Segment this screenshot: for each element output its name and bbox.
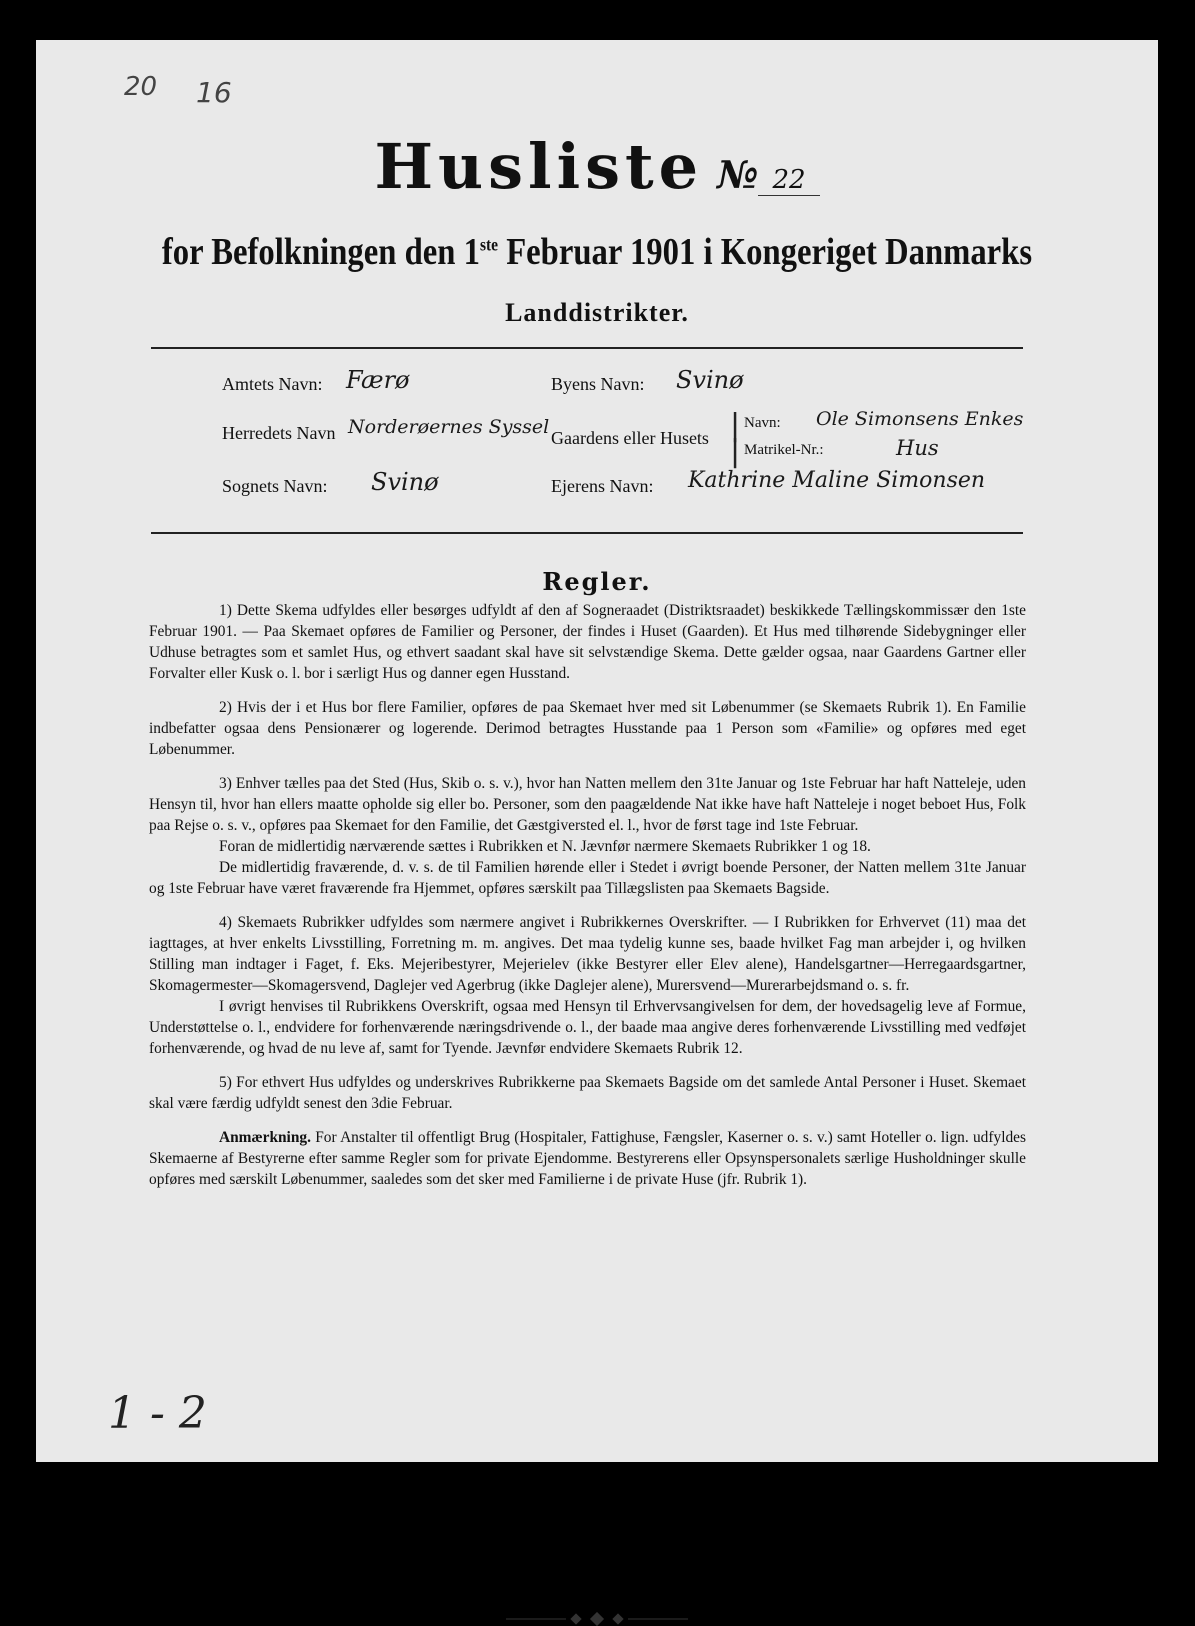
form-subtitle: [115, 230, 1080, 274]
sogn-value: Svinø: [371, 468, 439, 496]
note-text: For Anstalter til offentligt Brug (Hospitaler, Fattighuse, Fængsler, Kaserner o. s. v.) samt Hoteller o. lign. udfyldes Skemaerne af Bestyrerne efter samme Regler som for private Ejendomme. Bestyrerens eller Opsynspersonalets særlige Husholdninger skulle opføres med særskilt Løbenummer, saaledes som det sker med Familierne i de private Huse (jfr. Rubrik 1).: [149, 1129, 1026, 1188]
rule-3a: 3) Enhver tælles paa det Sted (Hus, Skib o. s. v.), hvor han Natten mellem den 31te Januar og 1ste Februar har haft Natteleje, uden Hensyn til, hvor han ellers maatte opholde sig eller bo. Personer, som den paagældende Nat ikke have haft Natteleje i noget beboet Hus, Folk paa Rejse o. s. v., opføres paa Skemaet for den Familie, det Gæstgiversted el. l., hvor de først tage ind 1ste Februar.: [149, 775, 1026, 834]
herred-label: Herredets Navn: [222, 423, 336, 443]
note-label: Anmærkning.: [219, 1129, 311, 1146]
rules-text: [149, 600, 1026, 1203]
brace-mark-2: |: [730, 434, 741, 469]
ejer-value: Kathrine Maline Simonsen: [688, 468, 986, 493]
by-label: Byens Navn:: [551, 374, 645, 394]
subtitle-part-2: Februar 1901 i Kongeriget Danmarks: [498, 231, 1033, 273]
rule-4a: 4) Skemaets Rubrikker udfyldes som nærmere angivet i Rubrikkernes Overskrifter. — I Rubrikken for Erhvervet (11) maa det iagttages, at hver enkelts Livsstilling, Forretning m. m. angives. Det maa tydelig kunne ses, baade hvilket Fag man arbejder i, og hvilken Stilling man indtager i Faget, f. Eks. Mejeribestyrer, Mejerielev (ikke Bestyrer eller Elev alene), Handelsgartner—Herregaardsgartner, Skomagermester—Skomagersvend, Daglejer ved Agerbrug (ikke Daglejer alene), Murersvend—Murerarbejdsmand o. s. fr.: [149, 914, 1026, 994]
rule-4b: I øvrigt henvises til Rubrikkens Overskrift, ogsaa med Hensyn til Erhvervsangivelsen for dem, der hovedsagelig leve af Formue, Understøttelse o. l., endvidere for forhenværende næringsdrivende o. l., der baade maa angive deres forhenværende Livsstilling med vedføjet forhenværende, og hvad de nu leve af, samt for Tyende. Jævnfør endvidere Skemaets Rubrik 12.: [149, 998, 1026, 1057]
ornament: [506, 1612, 688, 1626]
note: [149, 1127, 1026, 1190]
rule-3b: Foran de midlertidig nærværende sættes i Rubrikken et N. Jævnfør nærmere Skemaets Rubrikker 1 og 18.: [219, 838, 871, 855]
brace-mark: |: [730, 408, 741, 443]
list-number: 22: [758, 165, 819, 196]
subtitle-part-1: for Befolkningen den 1: [161, 231, 480, 273]
archive-number-left: 20: [124, 72, 158, 102]
rule-1: 1) Dette Skema udfyldes eller besørges udfyldt af den af Sogneraadet (Distriktsraadet) beskikkede Tællingskommissær den 1ste Februar 1901. — Paa Skemaet opføres de Familier og Personer, der findes i Huset (Gaarden). Et Hus med tilhørende Sidebygninger eller Udhuse betragtes som et samlet Hus, og ethvert saadant skal have sit selvstændige Skema. Dette gælder ogsaa, naar Gaardens Gartner eller Forvalter eller Kusk o. l. bor i særligt Hus og danner egen Husstand.: [149, 602, 1026, 682]
archive-number-right: 16: [196, 76, 232, 109]
sogn-label: Sognets Navn:: [222, 476, 328, 496]
amt-label: Amtets Navn:: [222, 374, 323, 394]
district-heading: Landdistrikter.: [505, 298, 689, 327]
gaard-navn-value: Ole Simonsens Enkes: [816, 408, 1024, 430]
gaard-label: Gaardens eller Husets: [551, 428, 709, 448]
divider-bottom: [151, 532, 1023, 534]
handwritten-page-mark: 1 - 2: [108, 1388, 207, 1439]
census-form-page: [36, 40, 1158, 1462]
by-value: Svinø: [676, 366, 744, 394]
herred-value: Norderøernes Syssel: [348, 416, 550, 438]
title-text: Husliste: [374, 130, 704, 203]
rule-5: 5) For ethvert Hus udfyldes og underskrives Rubrikkerne paa Skemaets Bagside om det samlede Antal Personer i Huset. Skemaet skal være færdig udfyldt senest den 3die Februar.: [149, 1074, 1026, 1112]
subtitle-superscript: ste: [479, 234, 499, 255]
gaard-navn-label: Navn:: [744, 415, 781, 431]
rules-heading: Regler.: [542, 567, 652, 596]
rule-2: 2) Hvis der i et Hus bor flere Familier, opføres de paa Skemaet hver med sit Løbenummer (se Skemaets Rubrik 1). En Familie indbefatter ogsaa dens Pensionærer og logerende. Derimod betragtes Husstande paa 1 Person som «Familie» og opføres med eget Løbenummer.: [149, 699, 1026, 758]
amt-value: Færø: [346, 366, 410, 394]
matrikel-label: Matrikel-Nr.:: [744, 442, 824, 458]
ejer-label: Ejerens Navn:: [551, 476, 654, 496]
form-title: [36, 130, 1158, 203]
divider-top: [151, 347, 1023, 349]
matrikel-value: Hus: [896, 436, 939, 460]
rule-3c: De midlertidig fraværende, d. v. s. de til Familien hørende eller i Stedet i øvrigt boende Personer, der Natten mellem 31te Januar og 1ste Februar have været fraværende fra Hjemmet, opføres særskilt paa Tillægslisten paa Skemaets Bagside.: [149, 859, 1026, 897]
number-sign: №: [717, 152, 759, 197]
